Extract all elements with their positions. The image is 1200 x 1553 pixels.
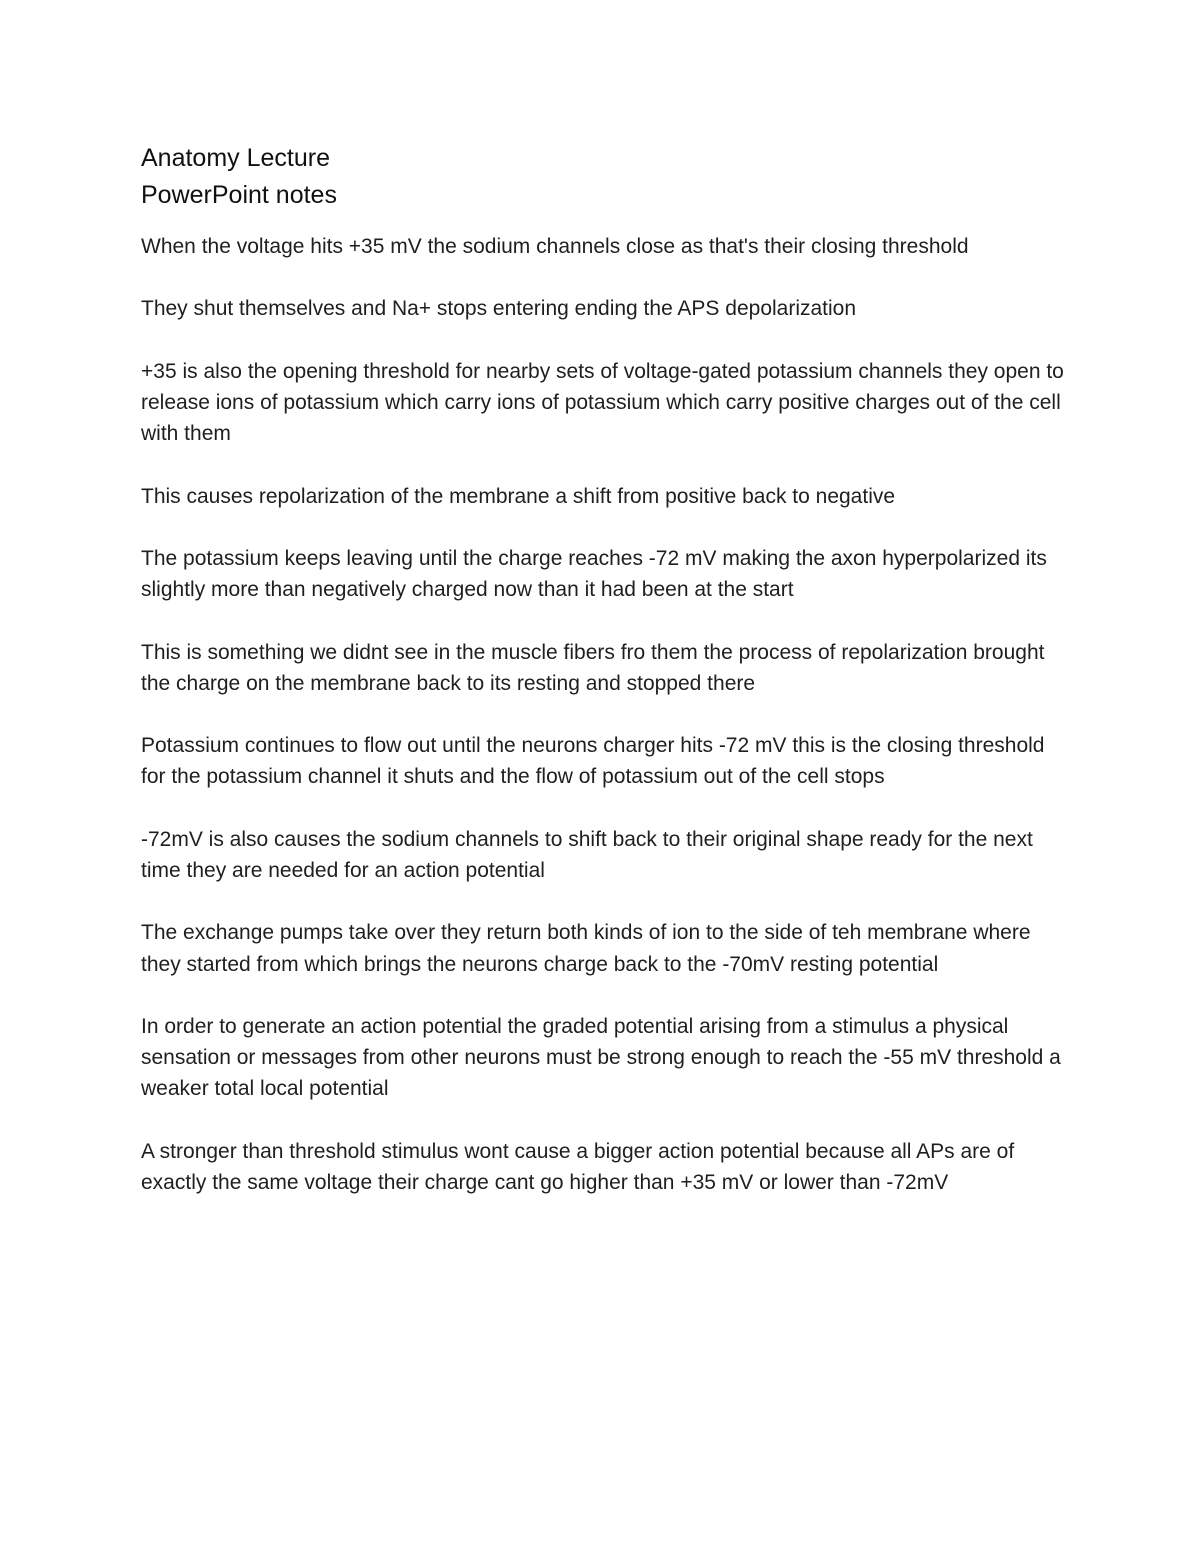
paragraph-7: Potassium continues to flow out until the neurons charger hits -72 mV this is the closing threshold for the potassium channel it shuts and the flow of potassium out of the cell stops	[141, 734, 1045, 789]
paragraph-4: This causes repolarization of the membrane a shift from positive back to negative	[141, 484, 896, 508]
paragraph-3: +35 is also the opening threshold for nearby sets of voltage-gated potassium channels they open to release ions of potassium which carry ions of potassium which carry positive charges out of the cell with them	[141, 359, 1064, 446]
paragraph-8: -72mV is also causes the sodium channels to shift back to their original shape ready for the next time they are needed for an action potential	[141, 827, 1033, 882]
paragraph-1: When the voltage hits +35 mV the sodium channels close as that's their closing threshold	[141, 235, 969, 258]
document-subtitle: PowerPoint notes	[141, 181, 337, 209]
paragraph-6: This is something we didnt see in the muscle fibers fro them the process of repolarization brought the charge on the membrane back to its resting and stopped there	[141, 640, 1045, 695]
paragraph-2: They shut themselves and Na+ stops entering ending the APS depolarization	[141, 297, 857, 321]
paragraph-11: A stronger than threshold stimulus wont cause a bigger action potential because all APs are of exactly the same voltage their charge cant go higher than +35 mV or lower than -72mV	[141, 1139, 1015, 1194]
document-body	[141, 140, 1071, 1229]
paragraph-10: In order to generate an action potential the graded potential arising from a stimulus a physical sensation or messages from other neurons must be strong enough to reach the -55 mV threshold a weaker total local potential	[141, 1014, 1061, 1101]
paragraph-5: The potassium keeps leaving until the charge reaches -72 mV making the axon hyperpolarized its slightly more than negatively charged now than it had been at the start	[141, 546, 1047, 602]
paragraph-9: The exchange pumps take over they return both kinds of ion to the side of teh membrane where they started from which brings the neurons charge back to the -70mV resting potential	[141, 921, 1031, 976]
document-title: Anatomy Lecture	[141, 144, 330, 172]
